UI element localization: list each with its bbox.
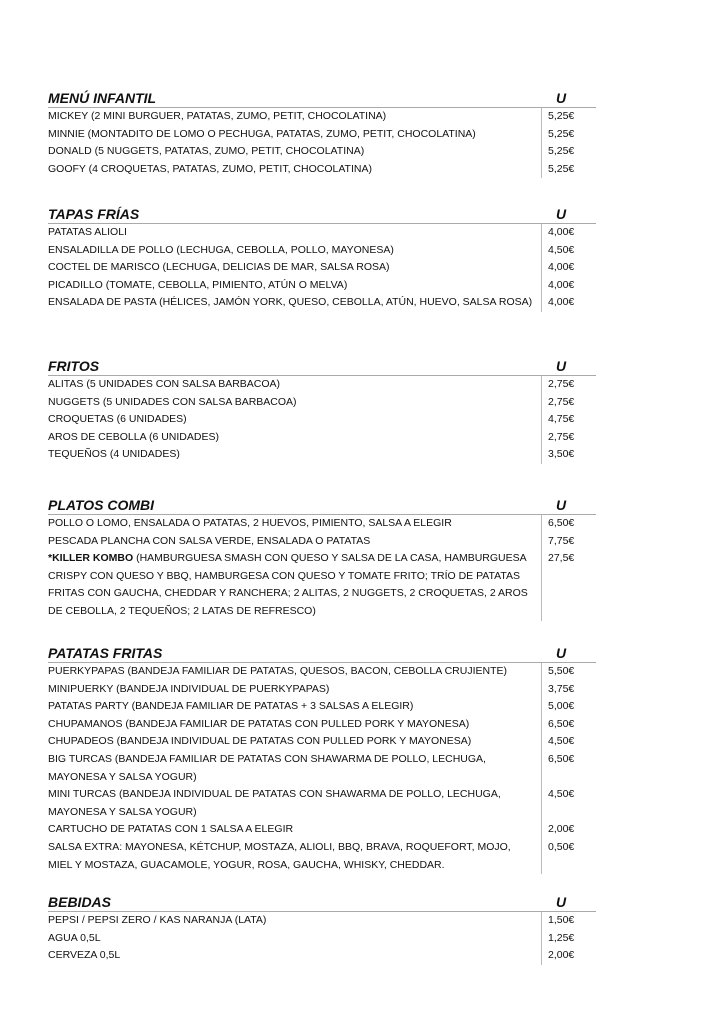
- item-price: 5,25€: [541, 161, 596, 179]
- item-text: MICKEY (2 MINI BURGUER, PATATAS, ZUMO, PETIT, CHOCOLATINA): [48, 110, 387, 122]
- item-price: 4,50€: [541, 242, 596, 260]
- menu-item: [48, 446, 596, 464]
- item-description: [48, 716, 541, 734]
- item-description: [48, 126, 541, 144]
- unit-column-header: U: [556, 894, 567, 910]
- section-header: [48, 495, 596, 515]
- menu-item: [48, 698, 596, 716]
- item-description: [48, 446, 541, 464]
- item-description: [48, 108, 541, 126]
- menu-item: [48, 839, 596, 874]
- item-text: SALSA EXTRA: MAYONESA, KÉTCHUP, MOSTAZA, ALIOLI, BBQ, BRAVA, ROQUEFORT, MOJO, MIEL Y MOSTAZA, GUACAMOLE, YOGUR, ROSA, GAUCHA, WHISKY, CHEDDAR.: [48, 840, 511, 871]
- item-description: [48, 550, 541, 620]
- item-price: 6,50€: [541, 515, 596, 533]
- item-text: AROS DE CEBOLLA (6 UNIDADES): [48, 430, 219, 443]
- menu-item: [48, 126, 596, 144]
- section-header: [48, 356, 596, 376]
- menu-section: [48, 643, 596, 874]
- item-description: [48, 912, 541, 930]
- item-description: [48, 294, 541, 312]
- section-title: PATATAS FRITAS: [48, 645, 163, 661]
- section-header: [48, 892, 596, 912]
- item-price: 4,00€: [541, 294, 596, 312]
- item-text: POLLO O LOMO, ENSALADA O PATATAS, 2 HUEVOS, PIMIENTO, SALSA A ELEGIR: [48, 517, 452, 529]
- menu-item: [48, 947, 596, 965]
- item-price: 5,00€: [541, 698, 596, 716]
- menu-item: [48, 930, 596, 948]
- item-description: [48, 161, 541, 179]
- item-price: 4,50€: [541, 733, 596, 751]
- item-text: ENSALADILLA DE POLLO (LECHUGA, CEBOLLA, POLLO, MAYONESA): [48, 243, 394, 256]
- item-text: PATATAS PARTY (BANDEJA FAMILIAR DE PATATAS + 3 SALSAS A ELEGIR): [48, 700, 414, 713]
- menu-item: [48, 143, 596, 161]
- item-price: 7,75€: [541, 533, 596, 551]
- menu-item: [48, 912, 596, 930]
- menu-item: [48, 277, 596, 295]
- item-description: [48, 839, 541, 874]
- item-text: ENSALADA DE PASTA (HÉLICES, JAMÓN YORK, QUESO, CEBOLLA, ATÚN, HUEVO, SALSA ROSA): [48, 296, 533, 309]
- item-price: 27,5€: [541, 550, 596, 620]
- item-text: (HAMBURGUESA SMASH CON QUESO Y SALSA DE LA CASA, HAMBURGUESA CRISPY CON QUESO Y BBQ, HAMBURGESA CON QUESO Y TOMATE FRITO; TRÍO DE PATATAS FRITAS CON GAUCHA, CHEDDAR Y RANCHERA; 2 ALITAS, 2 NUGGETS, 2 CROQUETAS, 2 AROS DE CEBOLLA, 2 TEQUEÑOS; 2 LATAS DE REFRESCO): [48, 552, 528, 617]
- item-text: CHUPADEOS (BANDEJA INDIVIDUAL DE PATATAS CON PULLED PORK Y MAYONESA): [48, 735, 472, 748]
- item-text: CROQUETAS (6 UNIDADES): [48, 413, 187, 426]
- item-text: MINNIE (MONTADITO DE LOMO O PECHUGA, PATATAS, ZUMO, PETIT, CHOCOLATINA): [48, 127, 476, 140]
- item-text: NUGGETS (5 UNIDADES CON SALSA BARBACOA): [48, 395, 297, 408]
- item-text: PICADILLO (TOMATE, CEBOLLA, PIMIENTO, ATÚN O MELVA): [48, 278, 348, 291]
- item-price: 2,75€: [541, 429, 596, 447]
- item-text: CHUPAMANOS (BANDEJA FAMILIAR DE PATATAS CON PULLED PORK Y MAYONESA): [48, 717, 470, 730]
- menu-item: [48, 108, 596, 126]
- item-price: 6,50€: [541, 751, 596, 786]
- section-title: FRITOS: [48, 358, 100, 374]
- menu-item: [48, 515, 596, 533]
- item-description: [48, 681, 541, 699]
- menu-item: [48, 786, 596, 821]
- item-description: [48, 733, 541, 751]
- item-text: PATATAS ALIOLI: [48, 226, 127, 238]
- section-title: MENÚ INFANTIL: [48, 90, 157, 106]
- item-text: TEQUEÑOS (4 UNIDADES): [48, 448, 180, 461]
- menu-item: [48, 242, 596, 260]
- item-price: 5,50€: [541, 663, 596, 681]
- unit-column-header: U: [556, 206, 567, 222]
- menu-item: [48, 821, 596, 839]
- menu-item: [48, 259, 596, 277]
- item-price: 4,00€: [541, 259, 596, 277]
- item-description: [48, 376, 541, 394]
- item-price: 2,00€: [541, 821, 596, 839]
- item-description: [48, 277, 541, 295]
- item-text: PEPSI / PEPSI ZERO / KAS NARANJA (LATA): [48, 914, 267, 926]
- item-price: 1,25€: [541, 930, 596, 948]
- item-text: MINIPUERKY (BANDEJA INDIVIDUAL DE PUERKYPAPAS): [48, 682, 330, 695]
- item-description: [48, 242, 541, 260]
- item-text: BIG TURCAS (BANDEJA FAMILIAR DE PATATAS CON SHAWARMA DE POLLO, LECHUGA, MAYONESA Y SALSA YOGUR): [48, 752, 486, 783]
- item-description: [48, 930, 541, 948]
- item-price: 2,75€: [541, 376, 596, 394]
- item-text: PUERKYPAPAS (BANDEJA FAMILIAR DE PATATAS, QUESOS, BACON, CEBOLLA CRUJIENTE): [48, 665, 507, 677]
- item-price: 4,50€: [541, 786, 596, 821]
- menu-section: [48, 495, 596, 621]
- item-text: CARTUCHO DE PATATAS CON 1 SALSA A ELEGIR: [48, 823, 294, 836]
- section-header: [48, 643, 596, 663]
- menu-section: [48, 204, 596, 312]
- section-header: [48, 88, 596, 108]
- section-header: [48, 204, 596, 224]
- item-price: 2,00€: [541, 947, 596, 965]
- item-text: MINI TURCAS (BANDEJA INDIVIDUAL DE PATATAS CON SHAWARMA DE POLLO, LECHUGA, MAYONESA Y SALSA YOGUR): [48, 788, 501, 818]
- unit-column-header: U: [556, 358, 567, 374]
- item-text: GOOFY (4 CROQUETAS, PATATAS, ZUMO, PETIT, CHOCOLATINA): [48, 162, 372, 175]
- item-name-bold: *KILLER KOMBO: [48, 552, 134, 565]
- menu-section: [48, 356, 596, 464]
- unit-column-header: U: [556, 645, 567, 661]
- item-price: 5,25€: [541, 126, 596, 144]
- menu-item: [48, 429, 596, 447]
- item-description: [48, 751, 541, 786]
- item-description: [48, 533, 541, 551]
- menu-item: [48, 751, 596, 786]
- item-description: [48, 515, 541, 533]
- item-price: 4,00€: [541, 224, 596, 242]
- item-price: 4,75€: [541, 411, 596, 429]
- menu-item: [48, 161, 596, 179]
- item-description: [48, 411, 541, 429]
- item-price: 3,75€: [541, 681, 596, 699]
- menu-section: [48, 892, 596, 965]
- item-text: CERVEZA 0,5L: [48, 949, 121, 962]
- item-description: [48, 663, 541, 681]
- item-price: 5,25€: [541, 143, 596, 161]
- item-description: [48, 429, 541, 447]
- menu-item: [48, 550, 596, 620]
- unit-column-header: U: [556, 90, 567, 106]
- menu-item: [48, 224, 596, 242]
- menu-item: [48, 376, 596, 394]
- item-description: [48, 394, 541, 412]
- menu-item: [48, 394, 596, 412]
- item-text: AGUA 0,5L: [48, 931, 101, 944]
- item-description: [48, 143, 541, 161]
- item-price: 2,75€: [541, 394, 596, 412]
- item-description: [48, 786, 541, 821]
- item-description: [48, 224, 541, 242]
- menu-item: [48, 663, 596, 681]
- item-text: COCTEL DE MARISCO (LECHUGA, DELICIAS DE MAR, SALSA ROSA): [48, 261, 390, 274]
- item-price: 6,50€: [541, 716, 596, 734]
- item-text: ALITAS (5 UNIDADES CON SALSA BARBACOA): [48, 378, 281, 390]
- section-title: TAPAS FRÍAS: [48, 206, 140, 222]
- item-price: 5,25€: [541, 108, 596, 126]
- menu-item: [48, 716, 596, 734]
- item-description: [48, 698, 541, 716]
- item-description: [48, 947, 541, 965]
- menu-item: [48, 533, 596, 551]
- item-price: 4,00€: [541, 277, 596, 295]
- section-title: BEBIDAS: [48, 894, 112, 910]
- item-price: 1,50€: [541, 912, 596, 930]
- item-price: 0,50€: [541, 839, 596, 874]
- menu-item: [48, 294, 596, 312]
- item-text: DONALD (5 NUGGETS, PATATAS, ZUMO, PETIT, CHOCOLATINA): [48, 145, 365, 158]
- menu-section: [48, 88, 596, 178]
- item-description: [48, 259, 541, 277]
- item-description: [48, 821, 541, 839]
- item-price: 3,50€: [541, 446, 596, 464]
- menu-item: [48, 681, 596, 699]
- section-title: PLATOS COMBI: [48, 497, 155, 513]
- menu-item: [48, 411, 596, 429]
- item-text: PESCADA PLANCHA CON SALSA VERDE, ENSALADA O PATATAS: [48, 534, 371, 547]
- menu-item: [48, 733, 596, 751]
- unit-column-header: U: [556, 497, 567, 513]
